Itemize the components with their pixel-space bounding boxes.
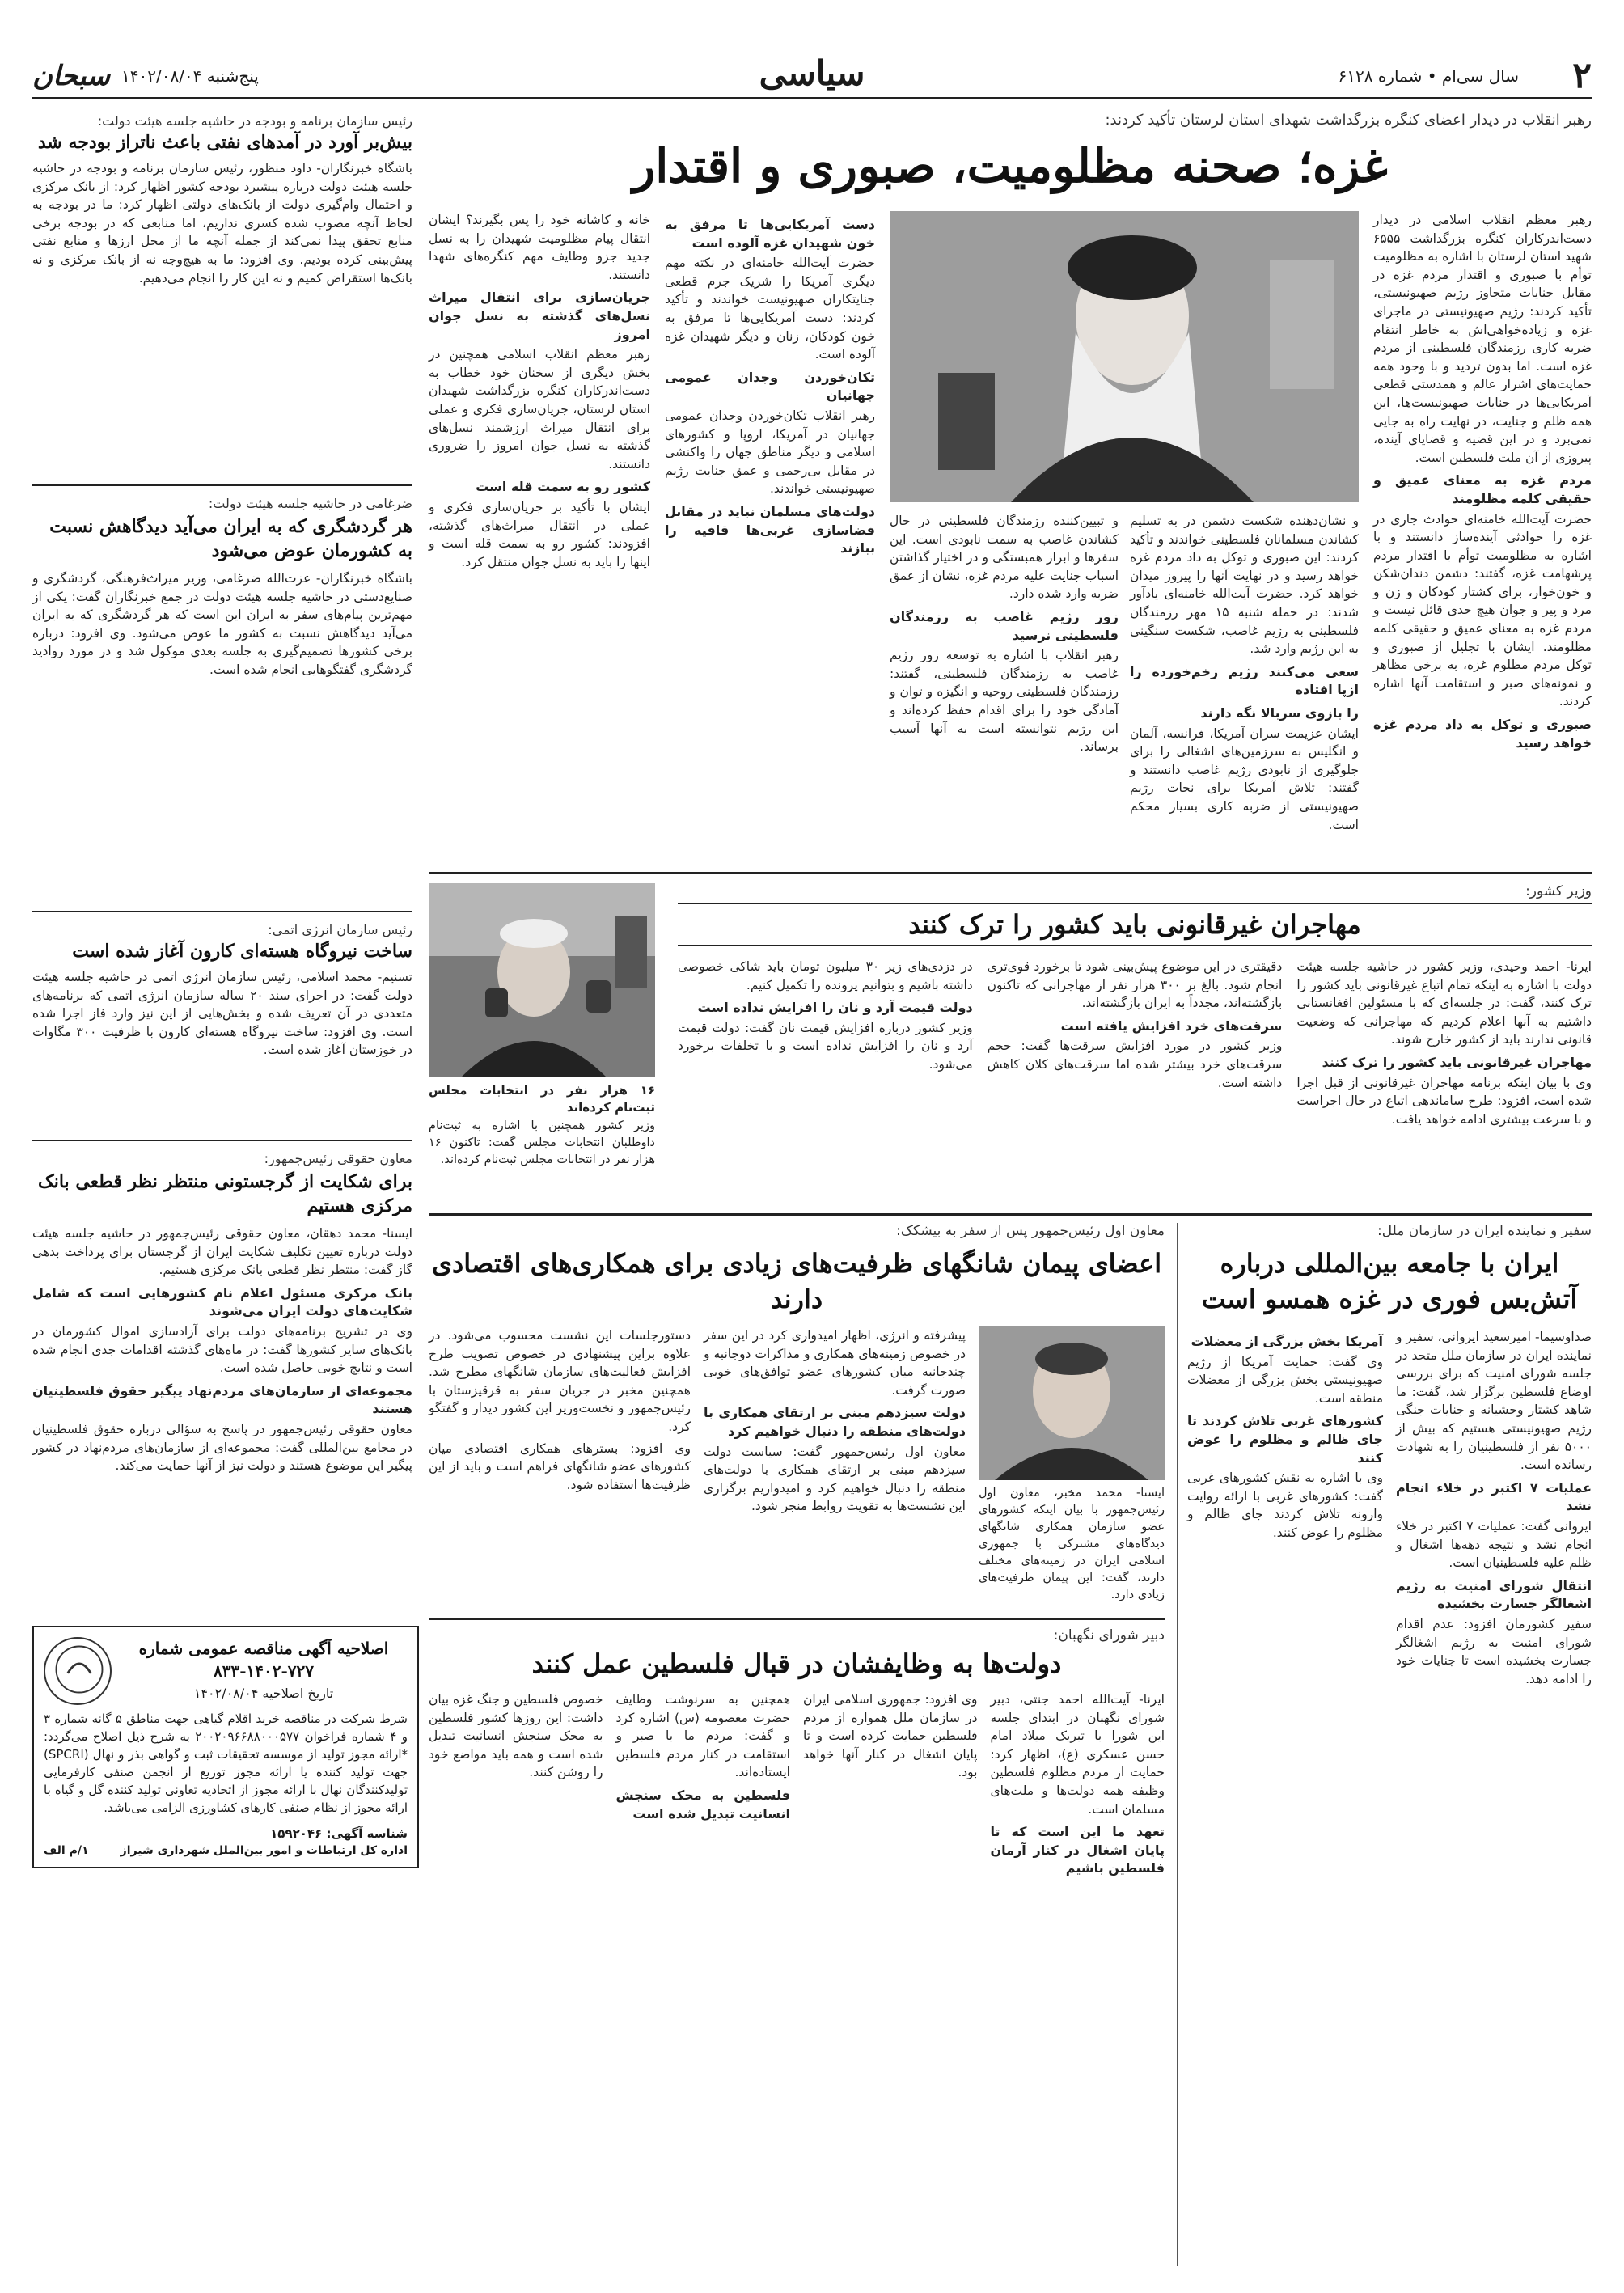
ad-title: اصلاحیه آگهی مناقصه عمومی شماره ۷۲۷-۱۴۰۲-۸۳۳	[138, 1639, 389, 1681]
ceasefire-columns	[1187, 1328, 1592, 2258]
text-column	[616, 1690, 791, 1933]
text-column	[678, 958, 973, 1200]
article-kicker: رئیس سازمان انرژی اتمی:	[268, 922, 412, 937]
text-column	[704, 1326, 966, 1585]
migrants-columns	[678, 958, 1592, 1200]
lead-lower-columns	[890, 512, 1359, 850]
paragraph: ایرنا- احمد وحیدی، وزیر کشور در حاشیه جلسه هیئت دولت با اشاره به اینکه تمام اتباع غیرقانونی باید کشور را ترک کنند، گفت: در جلسه‌ای که با مسئولین افغانستانی داشتیم به آنها اعلام کردیم که مهاجرانی که وضعیت قانونی ندارند باید از کشور خارج شوند.	[1296, 959, 1592, 1047]
subheading: دولت سیزدهم مبنی بر ارتقای همکاری با دولت‌های منطقه را دنبال خواهیم کرد	[704, 1405, 966, 1439]
paragraph: و نشان‌دهنده شکست دشمن در به تسلیم کشاندن مسلمانان فلسطینی خواندند و تأکید کردند: این صبوری و توکل به داد مردم غزه خواهد رسید و در نهایت آنها را پیروز میدان خواهد کرد. حضرت آیت‌الله خامنه‌ای یادآور شدند: در حمله شنبه ۱۵ مهر رزمندگان فلسطینی به رژیم غاصب، شکست سنگینی به این رژیم وارد شد.	[1130, 514, 1359, 657]
jannati-columns	[429, 1690, 1165, 1933]
issue-date: پنج‌شنبه ۱۴۰۲/۰۸/۰۴	[121, 66, 259, 86]
portrait-image	[979, 1326, 1165, 1480]
portrait-image	[890, 211, 1359, 502]
article-headline: مهاجران غیرقانونی باید کشور را ترک کنند	[678, 903, 1592, 946]
ceasefire-article	[1187, 1223, 1592, 2266]
subheading: فلسطین به محک سنجش انسانیت تبدیل شده است	[615, 1787, 790, 1821]
divider	[32, 911, 412, 912]
text-column	[1296, 958, 1592, 1200]
minister-photo-block	[429, 883, 655, 1200]
divider	[32, 1140, 412, 1141]
subheading: آمریکا بخش بزرگی از معضلات	[1191, 1334, 1383, 1349]
paragraph: معاون اول رئیس‌جمهور گفت: سیاست دولت سیزدهم مبنی بر ارتقای همکاری با دولت‌های منطقه را دنبال خواهیم کرد و امیدواریم برگزاری این نشست‌ها به تقویت روابط منجر شود.	[704, 1444, 966, 1514]
migrants-article	[429, 883, 1592, 1207]
subheading: مهاجران غیرقانونی باید کشور را ترک کنند	[1322, 1054, 1592, 1070]
lead-center	[890, 211, 1359, 850]
text-column	[991, 1690, 1165, 1933]
paragraph: وزیر کشور درباره افزایش قیمت نان گفت: دولت قیمت آرد و نان را افزایش نداده است و با تخلفات برخورد می‌شود.	[677, 1020, 973, 1072]
paragraph: حضرت آیت‌الله خامنه‌ای حوادث جاری در غزه را حوادثی آینده‌ساز دانستند و با اشاره به مظلومیت توأم با اقتدار مردم پرشهامت غزه، گفتند: دشمن دندان‌شکن و خون‌خوار، برای کشتار کودکان و زن و مرد و پیر و جوان هیچ حدی قائل نیست و مردم غزه به معنای عمیق و حقیقی کلمه مظلومند. ایشان با تجلیل از صبوری و توکل مردم مظلوم غزه، به برخی مظاهر و نمونه‌های صبر و استقامت آنها اشاره کردند.	[1373, 511, 1592, 709]
paragraph: خانه و کاشانه خود را پس بگیرند؟ ایشان انتقال پیام مظلومیت شهیدان را به نسل جدید جزو وظایف مهم کنگره‌های شهدا دانستند.	[429, 213, 650, 282]
subheading: دولت‌های مسلمان نباید در مقابل فضاسازی غربی‌ها قافیه را ببازند	[665, 503, 875, 556]
text-column	[1396, 1328, 1592, 2258]
lead-column-5	[429, 211, 650, 850]
mokhber-columns	[429, 1326, 1165, 1601]
paragraph: ایروانی گفت: عملیات ۷ اکتبر در خلاء انجام نشد و نتیجه دهه‌ها اشغال و ظلم علیه فلسطینیان است.	[1396, 1518, 1592, 1571]
left-column	[32, 113, 412, 1545]
subheading: تعهد ما این است که تا پایان اشغال در کنار آرمان فلسطین باشیم	[990, 1824, 1165, 1876]
paragraph: حضرت آیت‌الله خامنه‌ای در نکته مهم دیگری آمریکا را شریک جرم قطعی جنایتکاران صهیونیست خواندند و تأکید کردند: دست آمریکایی‌ها تا مرفق به خون کودکان، زنان و دیگر شهیدان غزه آلوده است.	[665, 256, 875, 362]
lead-column-3	[890, 512, 1119, 850]
article-kicker: معاون اول رئیس‌جمهور پس از سفر به بیشکک:	[896, 1223, 1165, 1239]
paragraph: صداوسیما- امیرسعید ایروانی، سفیر و نماینده ایران در سازمان ملل متحد در جلسه شورای امنیت که برای بررسی اوضاع فلسطین برگزار شد، گفت: ما شاهد کشتار وحشیانه و جنایات جنگی رژیم صهیونیستی هستیم که بیش از ۵۰۰۰ نفر از فلسطینیان را به شهادت رسانده است.	[1396, 1330, 1592, 1473]
photo-caption: ایسنا- محمد مخبر، معاون اول رئیس‌جمهور با بیان اینکه کشورهای عضو سازمان همکاری شانگهای دیدگاه‌های مشترکی با جمهوری اسلامی ایران در زمینه‌های مختلف دارند، گفت: این پیمان ظرفیت‌های زیادی دارد.	[979, 1487, 1165, 1601]
ad-header	[44, 1637, 408, 1705]
article-headline: دولت‌ها به وظایفشان در قبال فلسطین عمل کنند	[531, 1648, 1062, 1679]
subheading: کشورهای غربی تلاش کردند تا جای ظالم و مظلوم را عوض کنند	[1187, 1413, 1383, 1466]
article-kicker: معاون حقوقی رئیس‌جمهور:	[264, 1151, 412, 1166]
newspaper-logo: سبحان	[32, 60, 111, 92]
paragraph: در دزدی‌های زیر ۳۰ میلیون تومان باید شاکی خصوصی داشته باشیم و بتوانیم پرونده را تکمیل کنیم.	[677, 959, 973, 992]
subheading: مجموعه‌ای از سازمان‌های مردم‌نهاد پیگیر حقوق فلسطینیان هستند	[32, 1382, 412, 1417]
subheading: بانک مرکزی مسئول اعلام نام کشورهایی است که شامل شکایت‌های دولت ایران می‌شوند	[32, 1284, 412, 1319]
jannati-article	[429, 1627, 1165, 2266]
portrait-image	[429, 883, 655, 1077]
paragraph: وزیر کشور در مورد افزایش سرقت‌ها گفت: حجم سرقت‌های خرد بیشتر شده اما سرقت‌های کلان کاهش داشته است.	[987, 1039, 1283, 1090]
paragraph: ایشان با تأکید بر جریان‌سازی فکری و عملی در انتقال میراث‌های گذشته، افزودند: کشور رو به سمت قله است و اینها را باید به نسل جوان منتقل کرد.	[429, 499, 650, 569]
article-headline: بیش‌بر آورد در آمدهای نفتی باعث ناتراز بودجه شد	[37, 132, 412, 153]
subheading: سعی می‌کنند رژیم زخم‌خورده را ازپا افتاده	[1130, 663, 1359, 698]
tender-ad	[32, 1626, 419, 1868]
masthead	[32, 53, 1592, 99]
section-title: سیاسی	[759, 53, 865, 93]
text-column	[1187, 1328, 1383, 2258]
subheading: انتقال شورای امنیت به رژیم اشغالگر جسارت بخشیده	[1396, 1577, 1592, 1612]
paragraph: وی با اشاره به نقش کشورهای غربی گفت: کشورهای غربی با ارائه روایت وارونه تلاش کردند جای ظالم و مظلوم را عوض کنند.	[1187, 1470, 1383, 1540]
migrants-header	[678, 883, 1592, 946]
paragraph: وی گفت: حمایت آمریکا از رژیم صهیونیستی بخش بزرگی از معضلات منطقه است.	[1187, 1354, 1383, 1406]
article-kicker: سفیر و نماینده ایران در سازمان ملل:	[1377, 1223, 1592, 1239]
paragraph: دقیقتری در این موضوع پیش‌بینی شود تا برخورد قوی‌تری انجام شود. بالغ بر ۳۰۰ هزار نفر از مهاجرانی که تاکنون بازگشته‌اند، مجدداً به ایران بازگشته‌اند.	[987, 959, 1283, 1011]
lead-article	[429, 112, 1592, 864]
ad-body: شرط شرکت در مناقصه خرید اقلام گیاهی جهت مناطق ۵ گانه شماره ۳ و ۴ شماره فراخوان ۲۰۰۲۰۹۶۶۸۸۰۰۰۵۷۷ به شرح ذیل اصلاح می‌گردد: *ارائه مجوز تولید از موسسه تحقیقات ثبت و گواهی بذر و نهال (SPCRI) جهت تولید کننده یا ارائه مجوز توزیع از انجمن صنفی کارفرمایی تولیدکنندگان نهال با ارائه مجوز از اتحادیه تعاونی تولید کننده گل و گیاه با ارائه مجوز از نظام صنفی کارهای کشاورزی الزامی می‌باشد.	[44, 1711, 408, 1815]
text-column	[429, 1326, 691, 1585]
article-headline: برای شکایت از گرجستونی منتظر نظر قطعی بانک مرکزی هستیم	[38, 1171, 412, 1216]
text-column	[803, 1690, 978, 1933]
subheading: کشور رو به سمت قله است	[476, 479, 650, 495]
article-kicker: وزیر کشور:	[1525, 883, 1592, 899]
article-body: تسنیم- محمد اسلامی، رئیس سازمان انرژی اتمی در حاشیه جلسه هیئت دولت گفت: در اجرای سند ۲۰ ساله سازمان انرژی اتمی که برنامه‌های متعددی در آن تعریف شده و بخش‌هایی از این نیز وارد فاز اجرا شده است. وی افزود: ساخت نیروگاه هسته‌ای کارون با ظرفیت ۳۰۰ مگاوات در خوزستان آغاز شده است.	[32, 970, 412, 1058]
paragraph: وی با بیان اینکه برنامه مهاجران غیرقانونی از قبل اجرا شده است، افزود: طرح ساماندهی اتباع در حال اجراست و با سرعت بیشتری ادامه خواهد یافت.	[1296, 1075, 1592, 1127]
lead-headline: غزه؛ صحنه مظلومیت، صبوری و اقتدار	[632, 138, 1388, 193]
subheading: تکان‌خوردن وجدان عمومی جهانیان	[665, 369, 875, 404]
mokhber-photo-block	[979, 1326, 1165, 1601]
paragraph: ایشان عزیمت سران آمریکا، فرانسه، آلمان و انگلیس به سرزمین‌های اشغالی را برای جلوگیری از نابودی رژیم غاصب دانستند و گفتند: تلاش آمریکا برای نجات رژیم صهیونیستی از ضربه کاری بسیار محکم است.	[1130, 726, 1359, 832]
subheading: صبوری و توکل به داد مردم غزه خواهد رسید	[1373, 717, 1592, 751]
mokhber-photo	[979, 1326, 1165, 1480]
divider	[32, 484, 412, 486]
subheading: دولت قیمت آرد و نان را افزایش نداده است	[697, 1000, 973, 1016]
ad-title-block	[120, 1637, 408, 1705]
article-body: باشگاه خبرنگاران- داود منظور، رئیس سازمان برنامه و بودجه در حاشیه جلسه هیئت دولت درباره پیشبرد بودجه کشور اظهار کرد: از بانک مرکزی و احتمال وام‌گیری دولت از بانک‌های دولتی اظهار کرد: ما در بودجه به لحاظ آنچه مصوب شده کسری نداریم، اما منابعی که در بودجه برخی منابع تحقق پیدا نمی‌کند از جمله آنچه ما از محل ارزها و منابع نفتی پیش‌بینی کرده بودیم. وی افزود: ما به هیچ‌وجه نه از بانک مرکزی و نه بانک‌ها استقراض کمیم و نه این کار را انجام می‌دهیم.	[32, 161, 412, 286]
paragraph: دستورجلسات این نشست محسوب می‌شود. در علاوه براین پیشنهادی در خصوص تصویب طرح افزایش فعالیت‌های سازمان شانگهای مطرح شد. همچنین مخبر در جریان سفر به قرقیزستان با رئیس‌جمهور و نخست‌وزیر این کشور دیدار و گفتگو کرد.	[429, 1328, 691, 1434]
paragraph: رهبر معظم انقلاب اسلامی همچنین در بخش دیگری از سخنان خود خطاب به دست‌اندرکاران کنگره بزرگداشت شهیدان استان لرستان، جریان‌سازی فکری و عملی برای انتقال میراث ارزشمند نسل‌های گذشته به نسل جوان امروز را ضروری دانستند.	[429, 347, 650, 472]
divider	[429, 1618, 1165, 1620]
subheading: دست آمریکایی‌ها تا مرفق به خون شهیدان غزه آلوده است	[665, 217, 875, 251]
issue-info: سال سی‌ام • شماره ۶۱۲۸	[1338, 66, 1519, 86]
article-kicker: ضرغامی در حاشیه جلسه هیئت دولت:	[208, 496, 412, 511]
lead-column-4	[665, 211, 875, 850]
lead-kicker: رهبر انقلاب در دیدار اعضای کنگره بزرگداشت شهدای استان لرستان تأکید کردند:	[1105, 112, 1592, 129]
paragraph: رهبر انقلاب تکان‌خوردن وجدان عمومی جهانیان در آمریکا، اروپا و کشورهای اسلامی و دیگر مناطق جهان را واکنشی در مقابل بی‌رحمی و عمق جنایت رژیم صهیونیستی خواندند.	[665, 408, 875, 497]
logo-icon	[49, 1639, 110, 1700]
paragraph: معاون حقوقی رئیس‌جمهور در پاسخ به سؤالی درباره حقوق فلسطینیان در مجامع بین‌المللی گفت: مجموعه‌ای از سازمان‌های مردم‌نهاد در کشور پیگیر این موضوع هستند و دولت نیز از آنها حمایت می‌کند.	[32, 1421, 412, 1474]
article-body: باشگاه خبرنگاران- عزت‌الله ضرغامی، وزیر میراث‌فرهنگی، گردشگری و صنایع‌دستی در حاشیه جلسه هیئت دولت در جمع خبرنگاران گفت: یکی از مهم‌ترین پیام‌های سفر به ایران این است که هر گردشگری که به ایران می‌آید دیدگاهش نسبت به کشور ما عوض می‌شود. وی افزود: درباره برخی کشورها تصمیم‌گیری به جلسه بعدی موکول شد و در مورد روادید گردشگری گفتگوهایی انجام شده است.	[32, 571, 412, 677]
minister-photo	[429, 883, 655, 1077]
municipality-logo	[44, 1637, 112, 1705]
column-divider	[1177, 1223, 1178, 2266]
mokhber-article	[429, 1223, 1165, 1601]
subheading: مردم غزه به معنای عمیق و حقیقی کلمه مظلومند	[1373, 472, 1592, 506]
article-headline: اعضای پیمان شانگهای ظرفیت‌های زیادی برای همکاری‌های اقتصادی دارند	[431, 1248, 1162, 1314]
ad-date: تاریخ اصلاحیه ۱۴۰۲/۰۸/۰۴	[193, 1686, 334, 1701]
ad-footer-org: اداره کل ارتباطات و امور بین‌الملل شهرداری شیراز	[120, 1844, 408, 1857]
paragraph: پیشرفته و انرژی، اظهار امیدواری کرد در این سفر در خصوص زمینه‌های همکاری و مذاکرات دوجانبه و چندجانبه میان کشورهای عضو توافق‌های خوبی صورت گرفت.	[704, 1328, 966, 1398]
paragraph: خصوص فلسطین و جنگ غزه بیان داشت: این روزها کشور فلسطین به محک سنجش انسانیت تبدیل شده است و همه باید مواضع خود را روشن کنند.	[429, 1692, 603, 1780]
article-body	[32, 1225, 412, 1475]
lead-column-1	[1373, 211, 1592, 850]
photo-caption	[429, 1082, 655, 1169]
ad-footer	[44, 1844, 408, 1857]
paragraph: و تبیین‌کننده رزمندگان فلسطینی در حال کشاندن غاصب به سمت نابودی است. این سفرها و ابراز همبستگی و در اختیار گذاشتن اسباب جنایت علیه مردم غزه، نشان از عمق ضربه وارد شده دارد.	[890, 514, 1119, 602]
paragraph: همچنین به سرنوشت وظایف حضرت معصومه (س) اشاره کرد و گفت: مردم ما با صبر و استقامت در کنار مردم فلسطین ایستاده‌اند.	[615, 1692, 790, 1780]
text-column	[988, 958, 1283, 1200]
subheading: ۱۶ هزار نفر در انتخابات مجلس ثبت‌نام کرده‌اند	[429, 1083, 655, 1115]
divider	[429, 1213, 1592, 1216]
article-headline: ساخت نیروگاه هسته‌ای کارون آغاز شده است	[72, 941, 412, 962]
article-headline: ایران با جامعه بین‌المللی درباره آتش‌بس فوری در غزه همسو است	[1201, 1248, 1578, 1314]
text-column	[429, 1690, 603, 1933]
leader-photo	[890, 211, 1359, 502]
divider	[429, 872, 1592, 874]
paragraph: ایسنا- محمد دهقان، معاون حقوقی رئیس‌جمهور در حاشیه جلسه هیئت دولت درباره تعیین تکلیف شکایت ایران از گرجستان برای پرداخت بدهی گاز گفت: منتظر نظر قطعی بانک مرکزی هستیم.	[32, 1226, 412, 1278]
paragraph: سفیر کشورمان افزود: عدم اقدام شورای امنیت به رژیم اشغالگر جسارت بخشیده است تا جنایات خود را ادامه دهد.	[1396, 1616, 1592, 1686]
lead-column-2	[1130, 512, 1359, 850]
paragraph: وزیر کشور همچنین با اشاره به ثبت‌نام داوطلبان انتخابات مجلس گفت: تاکنون ۱۶ هزار نفر در انتخابات مجلس ثبت‌نام کرده‌اند.	[429, 1119, 655, 1166]
paragraph: ایرنا- آیت‌الله احمد جنتی، دبیر شورای نگهبان در ابتدای جلسه این شورا با تبریک میلاد امام حسن عسکری (ع)، اظهار کرد: حمایت از مردم مظلوم فلسطین وظیفه همه دولت‌ها و ملت‌های مسلمان است.	[990, 1692, 1165, 1817]
subheading: عملیات ۷ اکتبر در خلاء انجام نشد	[1396, 1479, 1592, 1514]
paragraph: رهبر انقلاب با اشاره به توسعه زور رژیم غاصب به رزمندگان فلسطینی، گفتند: رزمندگان فلسطینی روحیه و انگیزه و توان و آمادگی خود را برای اقدام حفظ کرده‌اند و این رژیم نتوانسته است به آنها آسیب برساند.	[890, 648, 1119, 755]
subheading: سرقت‌های خرد افزایش یافته است	[1060, 1017, 1283, 1034]
article-kicker: رئیس سازمان برنامه و بودجه در حاشیه جلسه هیئت دولت:	[97, 113, 412, 129]
ad-footer-num: ۱/م الف	[44, 1844, 89, 1857]
article-headline: هر گردشگری که به ایران می‌آید دیدگاهش نسبت به کشورمان عوض می‌شود	[49, 516, 412, 561]
paragraph: رهبر معظم انقلاب اسلامی در دیدار دست‌اندرکاران کنگره بزرگداشت ۶۵۵۵ شهید استان لرستان با اشاره به مظلومیت توأم با صبوری و اقتدار مردم غزه در مقابل جنایات متجاوز رژیم صهیونیستی، تأکید کردند: رژیم صهیونیستی در ماجرای غزه و زیاده‌خواهی‌اش به خاطر انتقام ضربه کاری رزمندگان فلسطینی از مردم غزه است. اما بدون تردید و با وجود همه حمایت‌های اشرار عالم و همدستی قطعی آمریکایی‌ها در جنایات صهیونیست‌ها، این همه ظلم و جنایت، در نهایت راه به جایی نمی‌برد و در این قضیه و قضایای آینده، پیروزی از آن ملت فلسطین است.	[1373, 213, 1592, 465]
paragraph: وی افزود: جمهوری اسلامی ایران در سازمان ملل همواره از مردم فلسطین حمایت کرده است و تا پایان اشغال در کنار آنها خواهد بود.	[803, 1692, 978, 1780]
subheading: را بازوی سربالا نگه دارند	[1200, 704, 1359, 721]
lead-columns	[429, 211, 1592, 850]
paragraph: وی در تشریح برنامه‌های دولت برای آزادسازی اموال کشورمان در بانک‌های سایر کشورها گفت: در ماه‌های گذشته اقدامات جدی انجام شده است و نتایج خوبی حاصل شده است.	[32, 1323, 412, 1376]
subheading: زور رژیم غاصب به رزمندگان فلسطینی نرسید	[890, 608, 1119, 643]
page-number: ۲	[1572, 55, 1592, 96]
paragraph: وی افزود: بسترهای همکاری اقتصادی میان کشورهای عضو شانگهای فراهم است و باید از این ظرفیت‌ها استفاده شود.	[429, 1441, 691, 1492]
ad-code: شناسه آگهی: ۱۵۹۲۰۴۶	[270, 1826, 408, 1841]
subheading: جریان‌سازی برای انتقال میراث نسل‌های گذشته به نسل جوان امروز	[429, 290, 650, 342]
article-kicker: دبیر شورای نگهبان:	[1053, 1627, 1165, 1644]
